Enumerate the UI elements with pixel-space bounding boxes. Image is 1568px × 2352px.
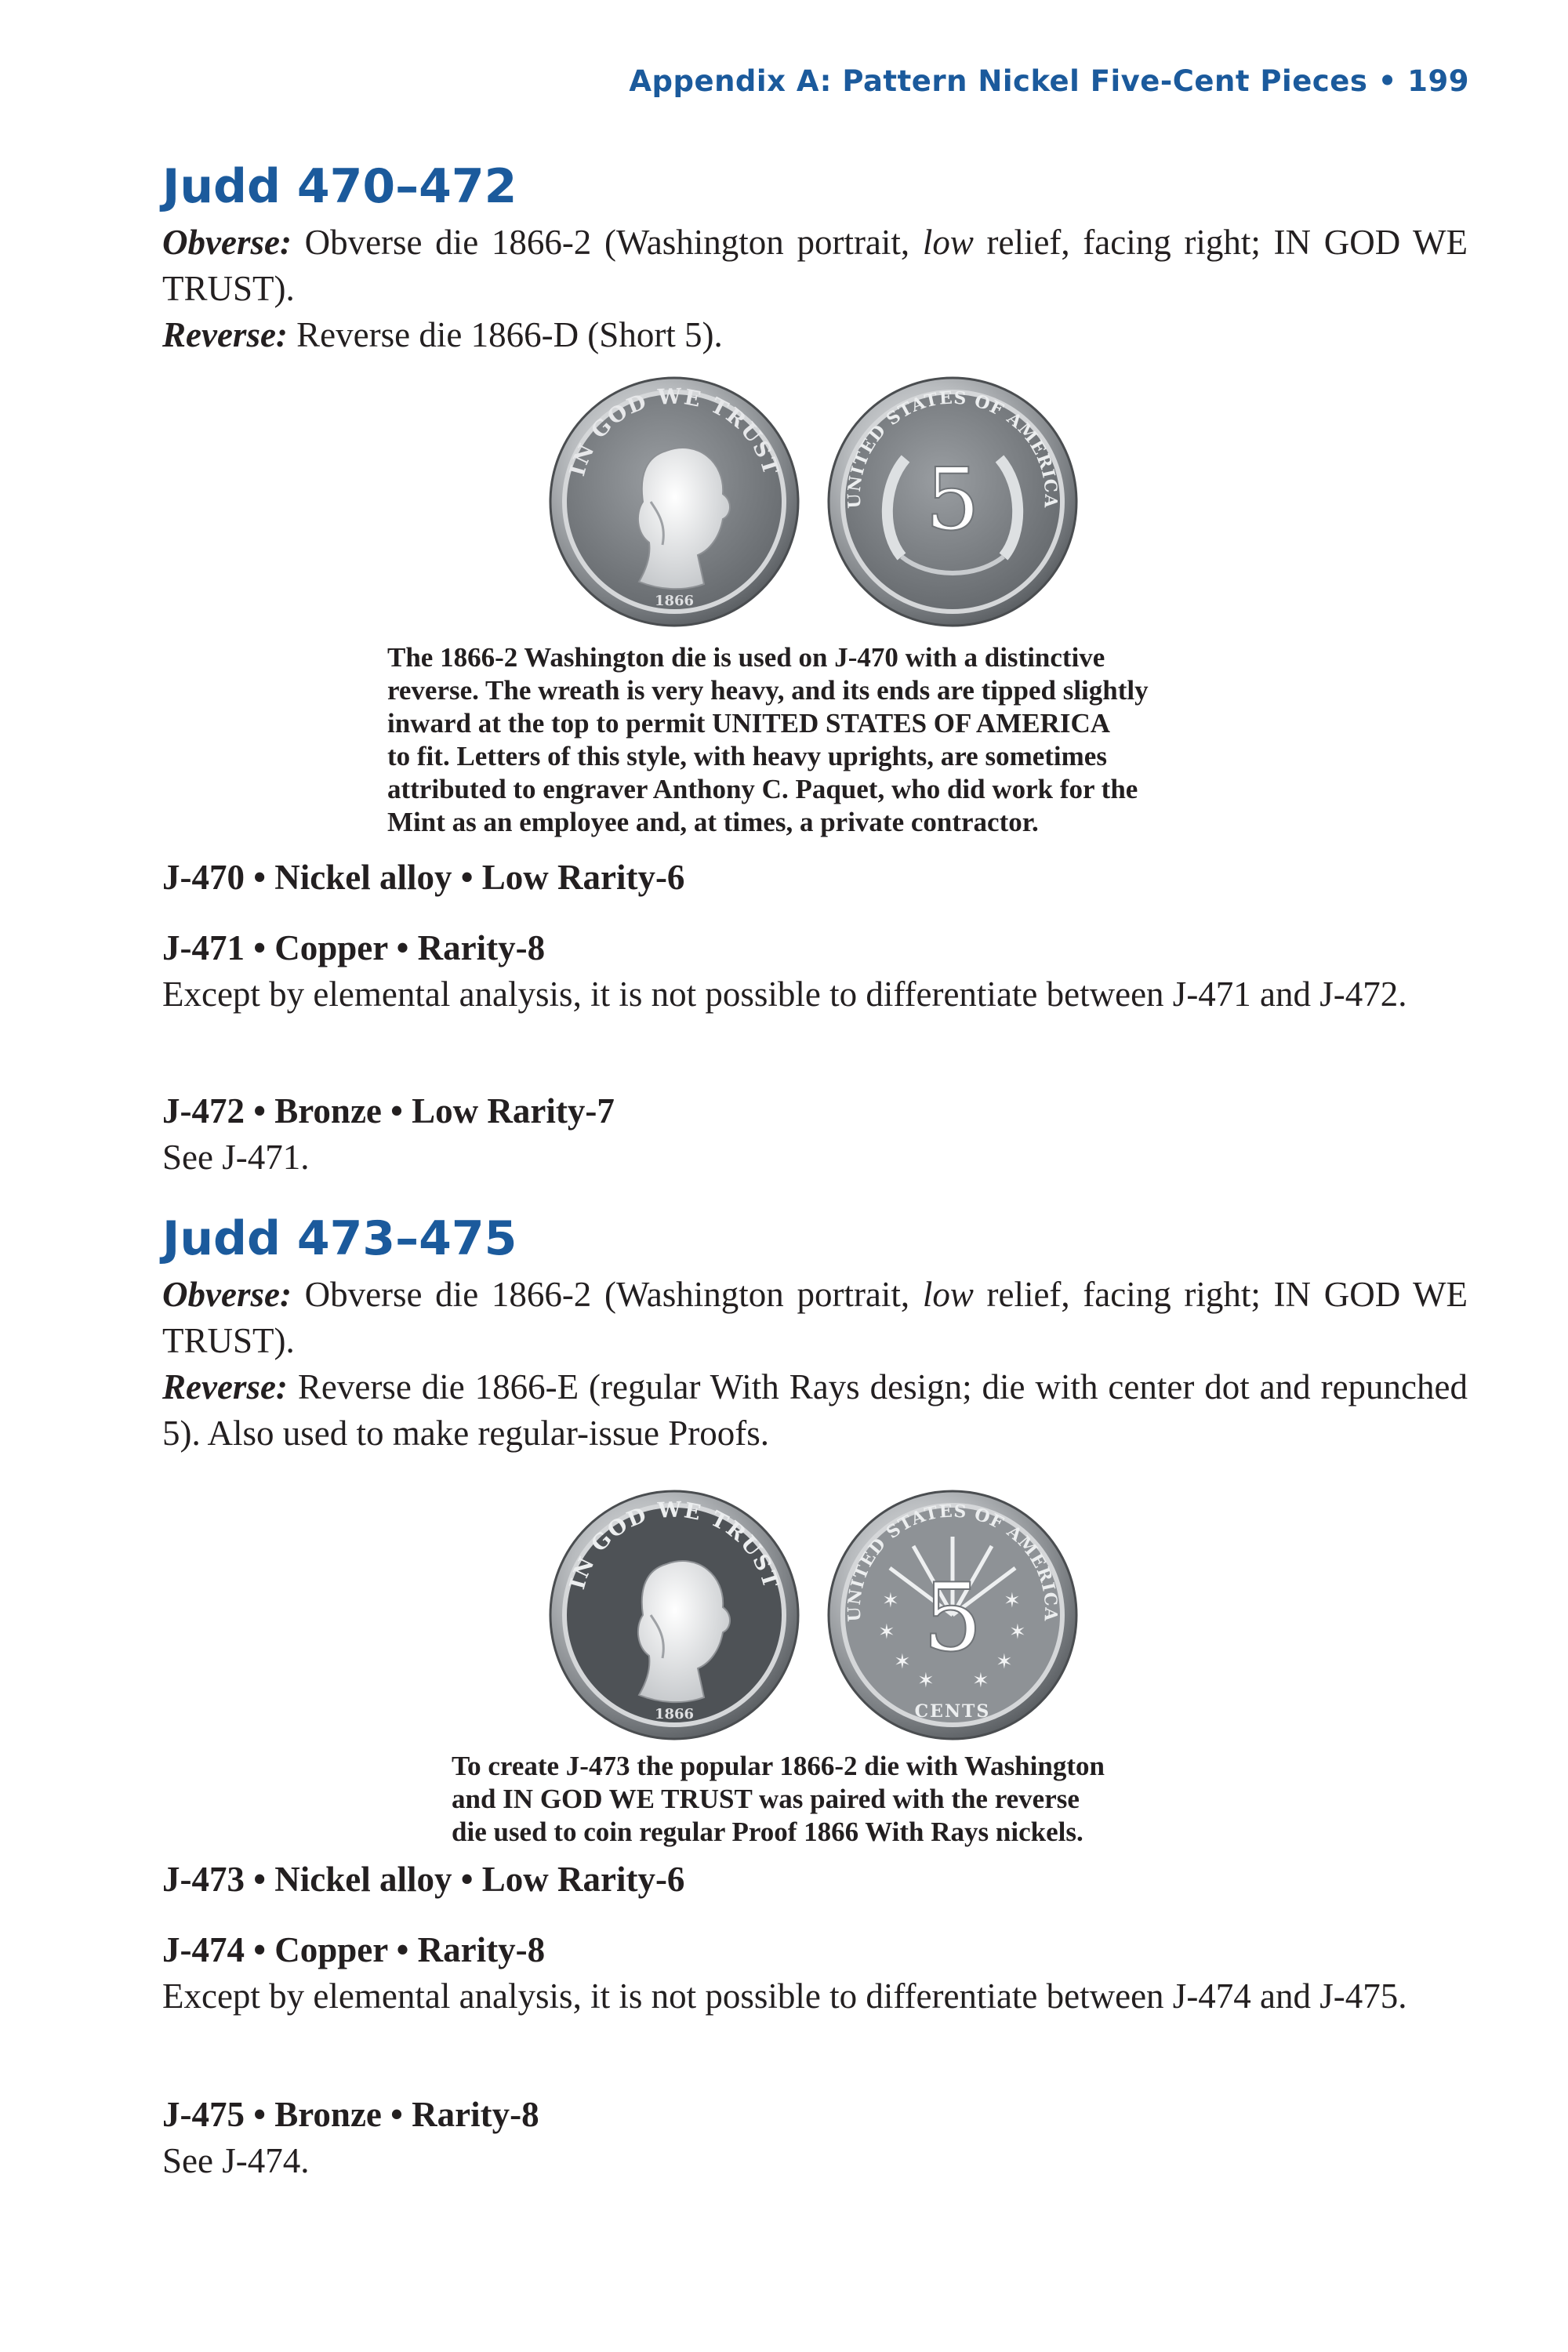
entry-text: Except by elemental analysis, it is not possible to differentiate between J-474 and J-475. (162, 1976, 1407, 2016)
section-2-die-description (162, 1272, 1468, 1457)
reverse-text: Reverse die 1866-D (Short 5). (287, 315, 723, 354)
running-head: Appendix A: Pattern Nickel Five-Cent Pieces • 199 (629, 64, 1469, 98)
svg-text:✶: ✶ (1009, 1621, 1026, 1644)
caption-line: The 1866-2 Washington die is used on J-470 with a distinctive (387, 642, 1105, 673)
entry-heading: J-474 • Copper • Rarity-8 (162, 1930, 546, 1969)
section-1-die-description (162, 220, 1468, 358)
reverse-coin-image (829, 1491, 1076, 1739)
entry-heading: J-472 • Bronze • Low Rarity-7 (162, 1091, 615, 1131)
caption-line: and IN GOD WE TRUST was paired with the reverse (452, 1784, 1080, 1814)
svg-text:✶: ✶ (878, 1621, 895, 1644)
obverse-text-b: relief, facing right; IN GOD WE TRUST). (162, 1275, 1468, 1360)
obverse-italic: low (922, 1275, 974, 1314)
obverse-text-a: Obverse die 1866-2 (Washington portrait, (291, 223, 923, 262)
entry-heading: J-471 • Copper • Rarity-8 (162, 928, 546, 967)
entry-text: Except by elemental analysis, it is not possible to differentiate between J-471 and J-472. (162, 975, 1407, 1014)
obverse-paragraph (162, 1272, 1468, 1364)
caption-line: die used to coin regular Proof 1866 With Rays nickels. (452, 1817, 1083, 1847)
reverse-paragraph (162, 312, 1468, 358)
caption-line: to fit. Letters of this style, with heavy uprights, are sometimes (387, 741, 1107, 771)
reverse-label: Reverse: (162, 1367, 288, 1406)
entry-heading: J-470 • Nickel alloy • Low Rarity-6 (162, 858, 685, 897)
reverse-value: 5 (925, 449, 980, 550)
caption-line: attributed to engraver Anthony C. Paquet, who did work for the (387, 774, 1138, 804)
section-title-judd-470-472: Judd 470–472 (162, 159, 517, 214)
reverse-text: Reverse die 1866-E (regular With Rays design; die with center dot and repunched 5). Also used to make regular-issue Proofs. (162, 1367, 1468, 1453)
obverse-paragraph (162, 220, 1468, 312)
obverse-coin-image (550, 1491, 798, 1739)
obverse-italic: low (922, 223, 974, 262)
reverse-value: 5 (922, 1564, 983, 1673)
section-title-judd-473-475: Judd 473–475 (162, 1211, 517, 1266)
obverse-legend: IN GOD WE TRUST (565, 1497, 783, 1592)
svg-text:✶: ✶ (882, 1589, 899, 1613)
caption-line: Mint as an employee and, at times, a private contractor. (387, 807, 1039, 837)
caption-line: reverse. The wreath is very heavy, and its ends are tipped slightly (387, 675, 1149, 706)
reverse-denomination: CENTS (914, 1701, 991, 1722)
obverse-coin-image (550, 378, 798, 626)
entry-j471 (162, 925, 1468, 1018)
reverse-paragraph (162, 1364, 1468, 1457)
entry-heading: J-475 • Bronze • Rarity-8 (162, 2095, 539, 2134)
coin-images-j470 (549, 376, 1082, 627)
obverse-text-a: Obverse die 1866-2 (Washington portrait, (291, 1275, 923, 1314)
svg-text:✶: ✶ (917, 1669, 935, 1693)
svg-text:✶: ✶ (1004, 1589, 1021, 1613)
obverse-label: Obverse: (162, 1275, 292, 1314)
entry-j473 (162, 1857, 1468, 1903)
reverse-legend: UNITED STATES OF AMERICA (844, 387, 1062, 510)
obverse-legend: IN GOD WE TRUST (565, 384, 783, 479)
obverse-label: Obverse: (162, 223, 292, 262)
entry-text: See J-471. (162, 1138, 310, 1177)
obverse-date: 1866 (654, 593, 695, 609)
entry-j475 (162, 2092, 1468, 2184)
entry-text: See J-474. (162, 2141, 310, 2180)
caption-line: inward at the top to permit UNITED STATES OF AMERICA (387, 708, 1111, 739)
obverse-text-b: relief, facing right; IN GOD WE TRUST). (162, 223, 1468, 308)
obverse-date: 1866 (654, 1706, 695, 1722)
reverse-coin-image (829, 378, 1076, 626)
coin-images-j473 (549, 1490, 1082, 1740)
svg-text:✶: ✶ (972, 1669, 989, 1693)
reverse-label: Reverse: (162, 315, 288, 354)
entry-heading: J-473 • Nickel alloy • Low Rarity-6 (162, 1860, 685, 1899)
caption-j470 (387, 641, 1149, 839)
entry-j472 (162, 1088, 1468, 1181)
caption-line: To create J-473 the popular 1866-2 die with Washington (452, 1751, 1105, 1781)
entry-j474 (162, 1927, 1468, 2020)
svg-text:✶: ✶ (894, 1650, 911, 1674)
caption-j473 (452, 1750, 1105, 1849)
reverse-legend: UNITED STATES OF AMERICA (844, 1501, 1062, 1623)
svg-text:✶: ✶ (996, 1650, 1013, 1674)
entry-j470 (162, 855, 1468, 901)
